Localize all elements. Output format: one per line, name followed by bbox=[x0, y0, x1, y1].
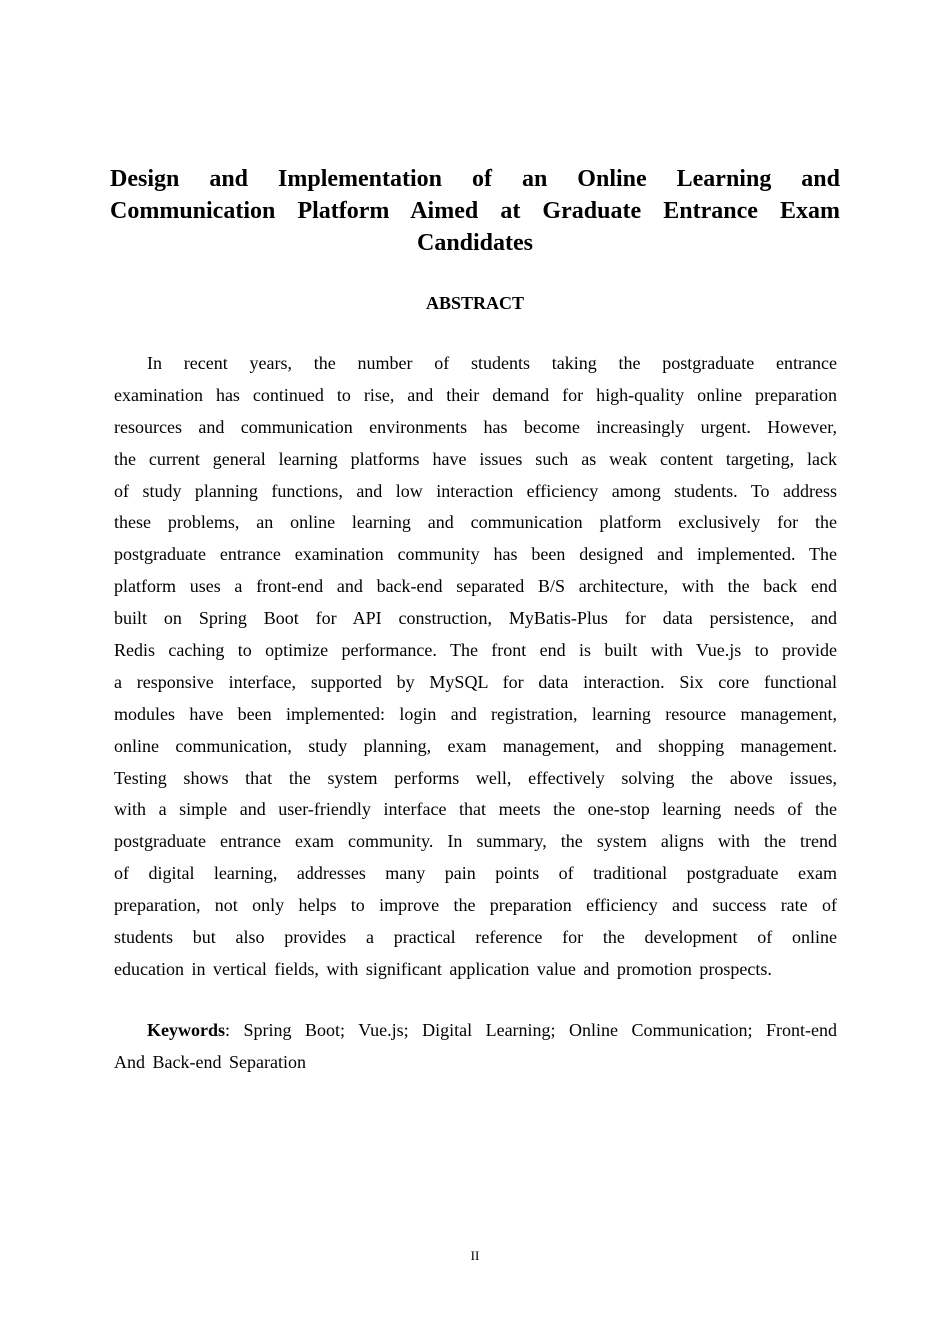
abstract-line: of study planning functions, and low interaction efficiency among students. To address bbox=[114, 480, 837, 501]
abstract-line: students but also provides a practical reference for the development of online bbox=[114, 927, 837, 948]
abstract-line: built on Spring Boot for API construction, MyBatis-Plus for data persistence, and bbox=[114, 608, 837, 629]
keywords-section bbox=[114, 1015, 837, 1079]
abstract-line: a responsive interface, supported by MySQL for data interaction. Six core functional bbox=[114, 671, 837, 692]
keywords-line: And Back-end Separation bbox=[114, 1051, 306, 1072]
abstract-line: these problems, an online learning and communication platform exclusively for the bbox=[114, 512, 837, 533]
abstract-line: postgraduate entrance exam community. In summary, the system aligns with the trend bbox=[114, 831, 837, 852]
abstract-line: Redis caching to optimize performance. The front end is built with Vue.js to provide bbox=[114, 640, 837, 661]
keywords-list: Spring Boot; Vue.js; Digital Learning; Online Communication; Front-end bbox=[243, 1020, 837, 1040]
title-line: Communication Platform Aimed at Graduate Entrance Exam bbox=[110, 198, 840, 224]
abstract-line: the current general learning platforms have issues such as weak content targeting, lack bbox=[114, 448, 837, 469]
title-line: Design and Implementation of an Online Learning and bbox=[110, 166, 840, 192]
paper-title bbox=[110, 163, 840, 259]
abstract-line: modules have been implemented: login and registration, learning resource management, bbox=[114, 703, 837, 724]
abstract-line: with a simple and user-friendly interface that meets the one-stop learning needs of the bbox=[114, 799, 837, 820]
abstract-line: In recent years, the number of students taking the postgraduate entrance bbox=[147, 353, 837, 373]
abstract-line: resources and communication environments has become increasingly urgent. However, bbox=[114, 416, 837, 437]
abstract-line: of digital learning, addresses many pain points of traditional postgraduate exam bbox=[114, 863, 837, 884]
abstract-line: Testing shows that the system performs well, effectively solving the above issues, bbox=[114, 767, 837, 788]
keywords-separator: : bbox=[225, 1020, 231, 1040]
keywords-label: Keywords bbox=[147, 1020, 225, 1040]
abstract-line: preparation, not only helps to improve the preparation efficiency and success rate of bbox=[114, 895, 837, 916]
abstract-body bbox=[114, 348, 837, 986]
abstract-line: online communication, study planning, exam management, and shopping management. bbox=[114, 735, 837, 756]
abstract-line: education in vertical fields, with significant application value and promotion prospects. bbox=[114, 958, 772, 979]
abstract-line: postgraduate entrance examination community has been designed and implemented. The bbox=[114, 544, 837, 565]
keywords-line bbox=[114, 1015, 837, 1047]
abstract-line: examination has continued to rise, and their demand for high-quality online preparation bbox=[114, 384, 837, 405]
page-number: II bbox=[470, 1248, 480, 1263]
abstract-line: platform uses a front-end and back-end separated B/S architecture, with the back end bbox=[114, 576, 837, 597]
title-line: Candidates bbox=[416, 230, 534, 256]
abstract-heading: ABSTRACT bbox=[425, 293, 525, 313]
